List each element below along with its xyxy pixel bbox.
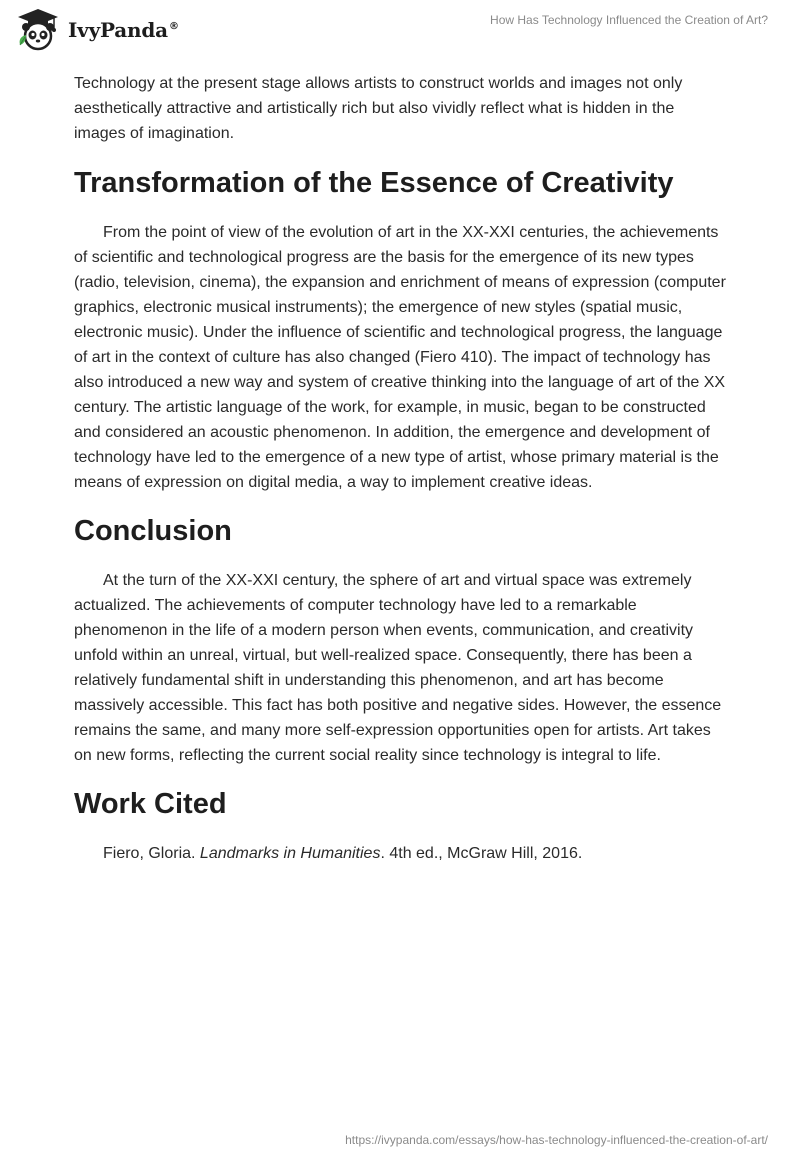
panda-graduate-icon [14,5,62,53]
citation-author: Fiero, Gloria. [103,845,200,862]
citation-book-title: Landmarks in Humanities [199,845,381,862]
document-title: How Has Technology Influenced the Creation of Art? [490,13,768,27]
essay-content [74,71,729,866]
source-url[interactable]: https://ivypanda.com/essays/how-has-technology-influenced-the-creation-of-art/ [345,1133,768,1147]
page-header [0,0,800,60]
section-heading-conclusion: Conclusion [74,515,232,547]
section-heading-works-cited: Work Cited [74,788,227,820]
transformation-paragraph: From the point of view of the evolution of art in the XX-XXI centuries, the achievements of scientific and technological progress are the basis for the emergence of its new types (radio, television, cinema), the expansion and enrichment of means of expression (computer graphics, electronic musical instruments); the emergence of new styles (spatial music, electronic music). Under the influence of scientific and technological progress, the language of art in the context of culture has also changed (Fiero 410). The impact of technology has also introduced a new way and system of creative thinking into the language of art of the XX century. The artistic language of the work, for example, in music, began to be constructed and considered an acoustic phenomenon. In addition, the emergence and development of technology have led to the emergence of a new type of artist, whose primary material is the means of expression on digital media, a way to implement creative ideas. [74,224,726,491]
ivypanda-logo[interactable] [14,5,179,53]
logo-wordmark: IvyPanda® [68,18,179,42]
conclusion-paragraph: At the turn of the XX-XXI century, the sphere of art and virtual space was extremely actualized. The achievements of computer technology have led to a remarkable phenomenon in the life of a modern person when events, communication, and creativity unfold within an unreal, virtual, but well-realized space. Consequently, there has been a relatively fundamental shift in understanding this phenomenon, and art has become massively accessible. This fact has both positive and negative sides. However, the essence remains the same, and many more self-expression opportunities open for artists. Art takes on new forms, reflecting the current social reality since technology is integral to life. [74,572,722,764]
citation-entry [74,841,729,866]
intro-paragraph: Technology at the present stage allows artists to construct worlds and images not only aesthetically attractive and artistically rich but also vividly reflect what is hidden in the images of imagination. [74,75,683,142]
citation-details: . 4th ed., McGraw Hill, 2016. [380,845,583,862]
section-heading-transformation: Transformation of the Essence of Creativity [74,167,674,199]
